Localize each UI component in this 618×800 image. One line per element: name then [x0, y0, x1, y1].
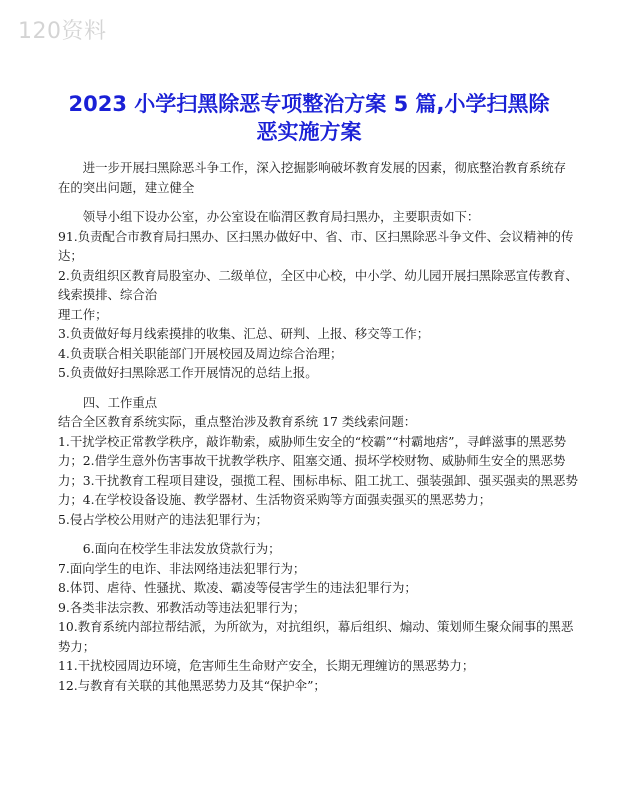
- body-paragraph: 进一步开展扫黑除恶斗争工作，深入挖掘影响破坏教育发展的因素，彻底整治教育系统存在的突出问题，建立健全: [58, 160, 567, 195]
- body-paragraph: 4.负责联合相关职能部门开展校园及周边综合治理；: [58, 345, 343, 361]
- document-body: [58, 158, 578, 695]
- body-paragraph: 5.侵占学校公用财产的违法犯罪行为；: [58, 511, 269, 527]
- document-title: 2023 小学扫黑除恶专项整治方案 5 篇,小学扫黑除恶实施方案: [68, 92, 550, 144]
- body-paragraph: 1.干扰学校正常教学秩序，敲诈勒索，威胁师生安全的“校霸”“村霸地痞”，寻衅滋事的黑恶势力；2.借学生意外伤害事故干扰教学秩序、阻塞交通、损坏学校财物、威胁师生安全的黑恶势力；3.干扰教育工程项目建设，强揽工程、围标串标、阻工扰工、强装强卸、强买强卖的黑恶势力；4.在学校设备设施、教学器材、生活物资采购等方面强卖强买的黑恶势力；: [58, 433, 578, 507]
- body-paragraph: 9.各类非法宗教、邪教活动等违法犯罪行为；: [58, 599, 306, 615]
- body-paragraph: 6.面向在校学生非法发放贷款行为；: [82, 541, 281, 556]
- body-paragraph: 2.负责组织区教育局股室办、二级单位，全区中心校，中小学、幼儿园开展扫黑除恶宣传教育、线索摸排、综合治: [58, 267, 578, 302]
- paragraph-gap: [58, 197, 578, 207]
- body-paragraph: 结合全区教育系统实际，重点整治涉及教育系统 17 类线索问题：: [58, 414, 417, 429]
- body-paragraph: 8.体罚、虐待、性骚扰、欺凌、霸凌等侵害学生的违法犯罪行为；: [58, 580, 417, 595]
- paragraph-gap: [58, 383, 578, 393]
- body-paragraph: 四、工作重点: [82, 394, 158, 410]
- watermark: 120资料: [18, 19, 107, 44]
- body-paragraph: 11.干扰校园周边环境，危害师生生命财产安全，长期无理缠访的黑恶势力；: [58, 658, 475, 673]
- body-paragraph: 领导小组下设办公室，办公室设在临渭区教育局扫黑办，主要职责如下：: [82, 209, 480, 224]
- body-paragraph: 理工作；: [58, 306, 108, 322]
- body-paragraph: 10.教育系统内部拉帮结派，为所欲为，对抗组织，幕后组织、煽动、策划师生聚众闹事的黑恶势力；: [58, 619, 574, 654]
- body-paragraph: 3.负责做好每月线索摸排的收集、汇总、研判、上报、移交等工作；: [58, 326, 430, 341]
- paragraph-gap: [58, 529, 578, 539]
- body-paragraph: 5.负责做好扫黑除恶工作开展情况的总结上报。: [58, 365, 318, 380]
- body-paragraph: 91.负责配合市教育局扫黑办、区扫黑办做好中、省、市、区扫黑除恶斗争文件、会议精神的传达；: [58, 228, 574, 263]
- body-paragraph: 7.面向学生的电诈、非法网络违法犯罪行为；: [58, 560, 306, 576]
- body-paragraph: 12.与教育有关联的其他黑恶势力及其“保护伞”；: [58, 677, 326, 693]
